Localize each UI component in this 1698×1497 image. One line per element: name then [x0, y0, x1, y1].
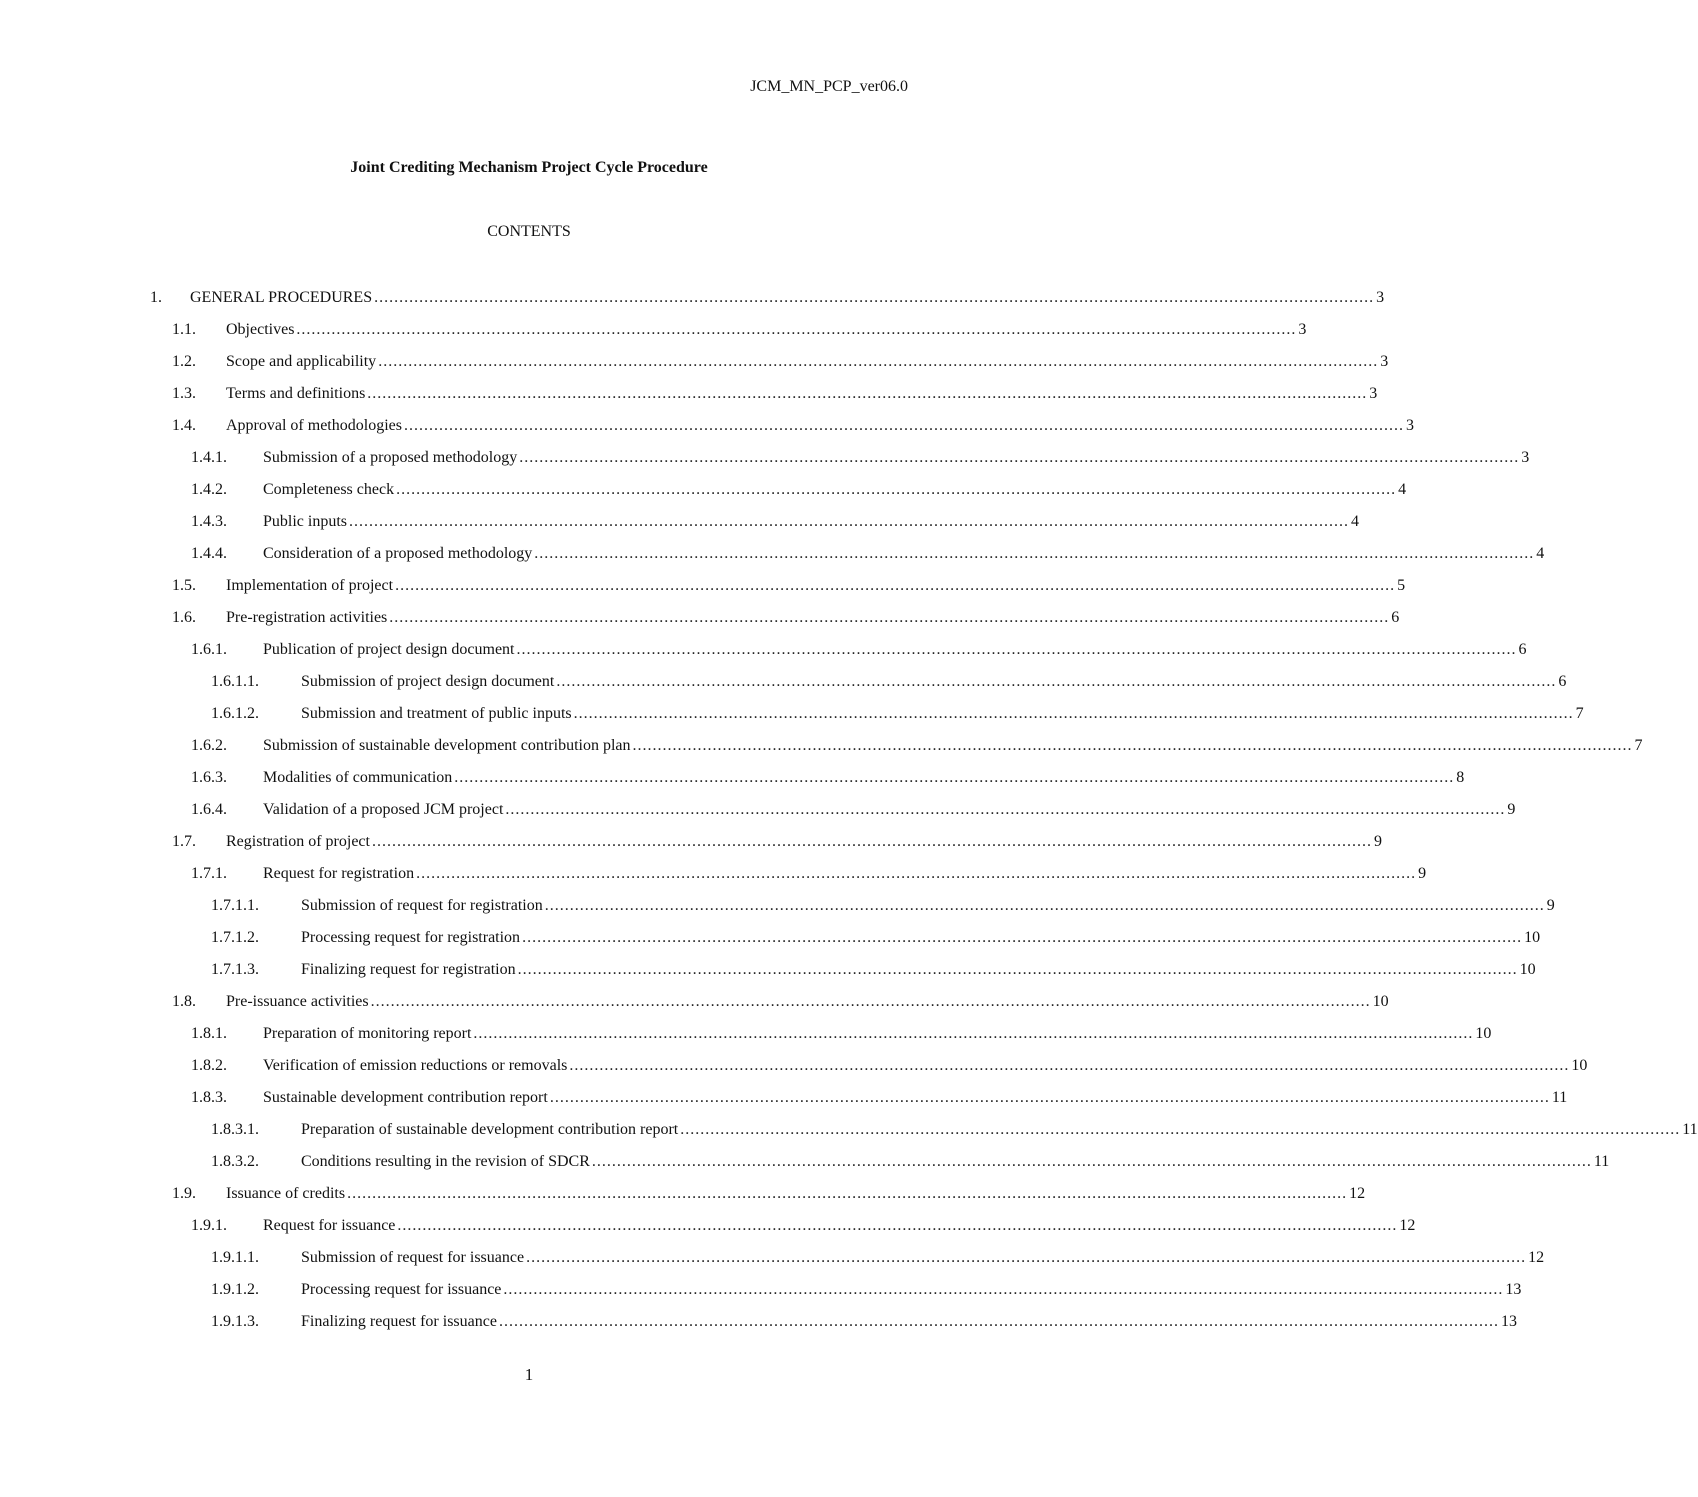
toc-entry-label: Submission of sustainable development contribution plan [263, 737, 631, 754]
toc-entry-page: 10 [1372, 993, 1389, 1010]
toc-entry-label: Submission of request for registration [301, 897, 543, 914]
toc-entry[interactable] [172, 410, 1414, 442]
toc-leader-dots: ........................................................................................................................................................................................................ [389, 609, 1390, 626]
toc-entry[interactable] [191, 474, 1407, 506]
toc-entry[interactable] [191, 1018, 1492, 1050]
toc-entry-page: 3 [1298, 321, 1307, 338]
toc-entry-label: Scope and applicability [226, 353, 377, 370]
toc-entry-page: 3 [1380, 353, 1389, 370]
toc-entry[interactable] [211, 890, 1555, 922]
toc-entry-label: Modalities of communication [263, 769, 453, 786]
toc-entry-number: 1.4.1. [191, 449, 227, 466]
toc-leader-dots: ........................................................................................................................................................................................................ [367, 385, 1368, 402]
toc-entry-label: Approval of methodologies [226, 417, 402, 434]
toc-entry-page: 7 [1575, 705, 1584, 722]
toc-entry[interactable] [150, 282, 1385, 314]
toc-entry-number: 1.8.3.1. [211, 1121, 259, 1138]
toc-entry[interactable] [191, 634, 1527, 666]
toc-entry-label: Finalizing request for issuance [301, 1313, 497, 1330]
toc-entry-page: 13 [1505, 1281, 1522, 1298]
toc-leader-dots: ........................................................................................................................................................................................................ [454, 769, 1455, 786]
toc-entry[interactable] [211, 666, 1567, 698]
toc-entry-number: 1.4. [172, 417, 196, 434]
toc-leader-dots: ........................................................................................................................................................................................................ [370, 993, 1371, 1010]
toc-entry-number: 1.6.4. [191, 801, 227, 818]
toc-entry-number: 1.7. [172, 833, 196, 850]
toc-leader-dots: ........................................................................................................................................................................................................ [522, 929, 1523, 946]
document-id: JCM_MN_PCP_ver06.0 [750, 78, 908, 95]
toc-entry-page: 10 [1524, 929, 1541, 946]
toc-entry-number: 1.8.3. [191, 1089, 227, 1106]
toc-leader-dots: ........................................................................................................................................................................................................ [534, 545, 1535, 562]
toc-entry[interactable] [172, 346, 1389, 378]
toc-entry-page: 6 [1391, 609, 1400, 626]
toc-leader-dots: ........................................................................................................................................................................................................ [378, 353, 1379, 370]
toc-entry-label: Processing request for issuance [301, 1281, 502, 1298]
toc-entry[interactable] [172, 1178, 1366, 1210]
toc-entry-page: 5 [1397, 577, 1406, 594]
toc-entry-number: 1.4.4. [191, 545, 227, 562]
page-number: 1 [524, 1365, 534, 1384]
toc-entry-label: Public inputs [263, 513, 348, 530]
toc-entry-label: Validation of a proposed JCM project [263, 801, 504, 818]
toc-entry[interactable] [191, 506, 1360, 538]
toc-entry-number: 1.8.3.2. [211, 1153, 259, 1170]
toc-entry-label: Submission of request for issuance [301, 1249, 525, 1266]
toc-entry-page: 13 [1500, 1313, 1517, 1330]
toc-entry-label: Request for registration [263, 865, 415, 882]
toc-entry-label: Submission of project design document [301, 673, 555, 690]
document-title: Joint Crediting Mechanism Project Cycle Procedure [350, 159, 708, 176]
toc-entry-number: 1.6.3. [191, 769, 227, 786]
toc-entry-label: Preparation of sustainable development contribution report [301, 1121, 679, 1138]
toc-entry-page: 10 [1519, 961, 1536, 978]
toc-entry-number: 1.6. [172, 609, 196, 626]
toc-entry-label: Submission and treatment of public inputs [301, 705, 572, 722]
toc-entry-label: Sustainable development contribution report [263, 1089, 548, 1106]
toc-entry[interactable] [211, 698, 1584, 730]
toc-entry[interactable] [191, 730, 1643, 762]
toc-entry-label: Finalizing request for registration [301, 961, 516, 978]
toc-entry[interactable] [191, 1050, 1588, 1082]
toc-entry-page: 7 [1634, 737, 1643, 754]
toc-leader-dots: ........................................................................................................................................................................................................ [544, 897, 1545, 914]
toc-entry-number: 1.2. [172, 353, 196, 370]
toc-entry-label: Issuance of credits [226, 1185, 346, 1202]
toc-entry-page: 11 [1682, 1121, 1698, 1138]
toc-entry-number: 1. [150, 289, 162, 306]
toc-leader-dots: ........................................................................................................................................................................................................ [569, 1057, 1570, 1074]
toc-entry[interactable] [172, 570, 1406, 602]
toc-leader-dots: ........................................................................................................................................................................................................ [397, 1217, 1398, 1234]
toc-entry[interactable] [172, 314, 1307, 346]
toc-entry[interactable] [211, 1306, 1517, 1338]
toc-entry-label: Objectives [226, 321, 295, 338]
toc-entry-page: 3 [1369, 385, 1378, 402]
toc-entry[interactable] [172, 378, 1378, 410]
toc-leader-dots: ........................................................................................................................................................................................................ [473, 1025, 1474, 1042]
toc-entry-page: 4 [1536, 545, 1545, 562]
toc-entry[interactable] [211, 922, 1541, 954]
toc-leader-dots: ........................................................................................................................................................................................................ [498, 1313, 1499, 1330]
toc-entry-page: 4 [1351, 513, 1360, 530]
toc-entry-page: 3 [1376, 289, 1385, 306]
toc-entry[interactable] [191, 858, 1427, 890]
toc-leader-dots: ........................................................................................................................................................................................................ [632, 737, 1633, 754]
toc-entry-number: 1.4.3. [191, 513, 227, 530]
toc-entry[interactable] [211, 954, 1536, 986]
toc-entry[interactable] [191, 1082, 1568, 1114]
toc-leader-dots: ........................................................................................................................................................................................................ [680, 1121, 1681, 1138]
toc-entry[interactable] [172, 826, 1382, 858]
toc-leader-dots: ........................................................................................................................................................................................................ [519, 449, 1520, 466]
toc-leader-dots: ........................................................................................................................................................................................................ [403, 417, 1404, 434]
toc-entry-number: 1.9. [172, 1185, 196, 1202]
toc-entry-number: 1.8.2. [191, 1057, 227, 1074]
toc-entry-page: 9 [1373, 833, 1382, 850]
toc-entry-label: Preparation of monitoring report [263, 1025, 472, 1042]
toc-entry-number: 1.7.1.2. [211, 929, 259, 946]
toc-entry-label: Implementation of project [226, 577, 394, 594]
toc-leader-dots: ........................................................................................................................................................................................................ [503, 1281, 1504, 1298]
toc-entry-label: Completeness check [263, 481, 395, 498]
toc-leader-dots: ........................................................................................................................................................................................................ [371, 833, 1372, 850]
toc-entry[interactable] [172, 986, 1389, 1018]
toc-entry-number: 1.9.1.1. [211, 1249, 259, 1266]
toc-entry[interactable] [172, 602, 1400, 634]
toc-entry[interactable] [211, 1114, 1698, 1146]
toc-entry-page: 9 [1546, 897, 1555, 914]
toc-entry[interactable] [191, 794, 1516, 826]
toc-entry-number: 1.8.1. [191, 1025, 227, 1042]
toc-entry-page: 10 [1571, 1057, 1588, 1074]
toc-entry-label: Pre-registration activities [226, 609, 388, 626]
toc-entry-page: 8 [1456, 769, 1465, 786]
toc-entry-page: 9 [1507, 801, 1516, 818]
toc-entry[interactable] [191, 1210, 1416, 1242]
toc-leader-dots: ........................................................................................................................................................................................................ [556, 673, 1557, 690]
toc-entry-label: Registration of project [226, 833, 370, 850]
toc-entry-page: 10 [1475, 1025, 1492, 1042]
toc-entry-number: 1.6.1. [191, 641, 227, 658]
toc-entry-label: GENERAL PROCEDURES [190, 289, 373, 306]
toc-entry-number: 1.9.1.3. [211, 1313, 259, 1330]
toc-leader-dots: ........................................................................................................................................................................................................ [591, 1153, 1592, 1170]
toc-entry-page: 12 [1528, 1249, 1545, 1266]
toc-entry-number: 1.8. [172, 993, 196, 1010]
toc-entry-number: 1.6.2. [191, 737, 227, 754]
toc-leader-dots: ........................................................................................................................................................................................................ [395, 577, 1396, 594]
toc-entry-page: 11 [1551, 1089, 1568, 1106]
toc-leader-dots: ........................................................................................................................................................................................................ [517, 961, 1518, 978]
toc-entry-number: 1.7.1.1. [211, 897, 259, 914]
toc-entry[interactable] [191, 762, 1465, 794]
toc-leader-dots: ........................................................................................................................................................................................................ [505, 801, 1506, 818]
toc-leader-dots: ........................................................................................................................................................................................................ [526, 1249, 1527, 1266]
toc-entry-label: Pre-issuance activities [226, 993, 369, 1010]
toc-entry-label: Conditions resulting in the revision of SDCR [301, 1153, 590, 1170]
toc-entry-label: Submission of a proposed methodology [263, 449, 518, 466]
toc-entry-page: 12 [1349, 1185, 1366, 1202]
toc-leader-dots: ........................................................................................................................................................................................................ [573, 705, 1574, 722]
toc-entry-page: 9 [1418, 865, 1427, 882]
toc-leader-dots: ........................................................................................................................................................................................................ [396, 481, 1397, 498]
toc-entry-number: 1.7.1. [191, 865, 227, 882]
toc-entry-number: 1.1. [172, 321, 196, 338]
toc-entry-number: 1.9.1. [191, 1217, 227, 1234]
contents-heading: CONTENTS [487, 223, 571, 240]
toc-entry-number: 1.3. [172, 385, 196, 402]
toc-entry[interactable] [191, 538, 1545, 570]
toc-entry-page: 4 [1398, 481, 1407, 498]
toc-entry-label: Publication of project design document [263, 641, 515, 658]
toc-entry-number: 1.6.1.2. [211, 705, 259, 722]
toc-entry-page: 12 [1399, 1217, 1416, 1234]
toc-entry-page: 6 [1558, 673, 1567, 690]
toc-entry-page: 6 [1518, 641, 1527, 658]
toc-leader-dots: ........................................................................................................................................................................................................ [374, 289, 1375, 306]
toc-entry-number: 1.4.2. [191, 481, 227, 498]
toc-entry-label: Terms and definitions [226, 385, 366, 402]
toc-leader-dots: ........................................................................................................................................................................................................ [416, 865, 1417, 882]
toc-entry-page: 11 [1593, 1153, 1610, 1170]
toc-entry[interactable] [211, 1242, 1545, 1274]
toc-entry-label: Processing request for registration [301, 929, 521, 946]
toc-entry-page: 3 [1405, 417, 1414, 434]
toc-entry-number: 1.5. [172, 577, 196, 594]
toc-entry-label: Verification of emission reductions or removals [263, 1057, 568, 1074]
toc-entry-number: 1.6.1.1. [211, 673, 259, 690]
toc-leader-dots: ........................................................................................................................................................................................................ [516, 641, 1517, 658]
toc-leader-dots: ........................................................................................................................................................................................................ [349, 513, 1350, 530]
toc-leader-dots: ........................................................................................................................................................................................................ [296, 321, 1297, 338]
toc-entry-label: Request for issuance [263, 1217, 396, 1234]
toc-entry-number: 1.7.1.3. [211, 961, 259, 978]
toc-entry-number: 1.9.1.2. [211, 1281, 259, 1298]
toc-leader-dots: ........................................................................................................................................................................................................ [549, 1089, 1550, 1106]
toc-entry[interactable] [211, 1146, 1610, 1178]
toc-entry[interactable] [211, 1274, 1522, 1306]
toc-entry-page: 3 [1521, 449, 1530, 466]
toc-leader-dots: ........................................................................................................................................................................................................ [347, 1185, 1348, 1202]
toc-entry-label: Consideration of a proposed methodology [263, 545, 533, 562]
toc-entry[interactable] [191, 442, 1530, 474]
